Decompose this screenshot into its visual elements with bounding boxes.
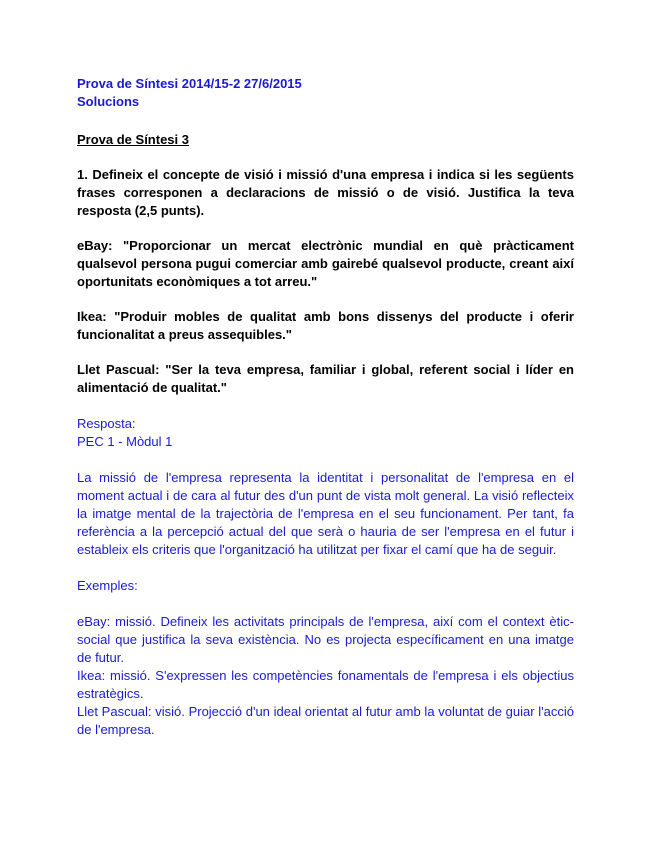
example-ebay: eBay: missió. Defineix les activitats principals de l'empresa, així com el context ètic-social que justifica la seva existència. No es projecta específicament en una imatge de futur. — [77, 614, 574, 665]
statement-ebay: eBay: "Proporcionar un mercat electrònic mundial en què pràcticament qualsevol persona pugui comerciar amb gairebé qualsevol producte, creant així oportunitats econòmiques a tot arreu." — [77, 238, 574, 289]
exam-title: Prova de Síntesi 3 — [77, 132, 189, 147]
examples-label: Exemples: — [77, 578, 138, 593]
document-header-title: Prova de Síntesi 2014/15-2 27/6/2015 — [77, 76, 302, 91]
statement-llet-pascual: Llet Pascual: "Ser la teva empresa, familiar i global, referent social i líder en alimentació de qualitat." — [77, 362, 574, 395]
example-ikea: Ikea: missió. S'expressen les competències fonamentals de l'empresa i els objectius estratègics. — [77, 668, 574, 701]
answer-explanation: La missió de l'empresa representa la identitat i personalitat de l'empresa en el moment actual i de cara al futur des d'un punt de vista molt general. La visió reflecteix la imatge mental de la trajectòria de l'empresa en el seu funcionament. Per tant, fa referència a la percepció actual del que serà o hauria de ser l'empresa en el futur i estableix els criteris que l'organització ha utilitzat per fixar el camí que ha de seguir. — [77, 470, 574, 557]
statement-ikea: Ikea: "Produir mobles de qualitat amb bons dissenys del producte i oferir funcionalitat a preus assequibles." — [77, 309, 574, 342]
document-header-subtitle: Solucions — [77, 94, 140, 109]
answer-label: Resposta: — [77, 416, 136, 431]
exam-question: 1. Defineix el concepte de visió i missió d'una empresa i indica si les següents frases corresponen a declaracions de missió o de visió. Justifica la teva resposta (2,5 punts). — [77, 167, 574, 218]
document-content — [77, 75, 574, 739]
answer-reference: PEC 1 - Mòdul 1 — [77, 434, 173, 449]
example-llet-pascual: Llet Pascual: visió. Projecció d'un ideal orientat al futur amb la voluntat de guiar l'acció de l'empresa. — [77, 704, 574, 737]
